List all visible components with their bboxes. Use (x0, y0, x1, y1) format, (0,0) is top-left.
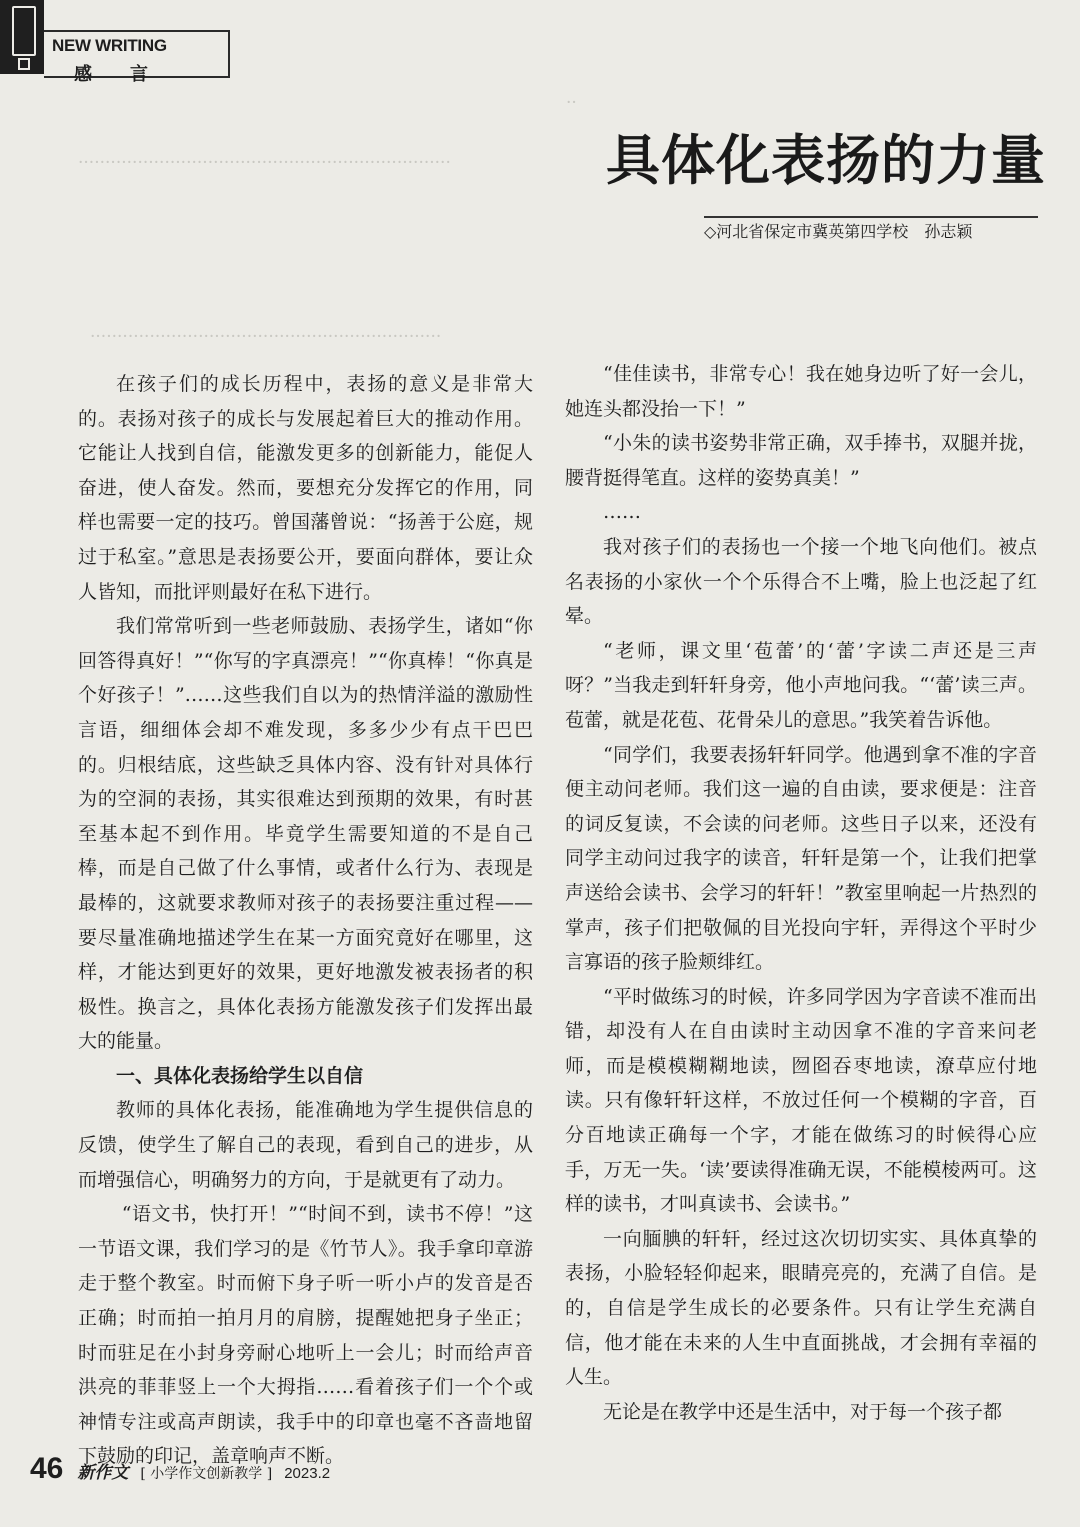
bleed-through-text: ····································································· (78, 153, 451, 173)
section-heading: 一、具体化表扬给学生以自信 (116, 1064, 364, 1087)
article-title: 具体化表扬的力量 (606, 128, 1046, 192)
paragraph: 一向腼腆的轩轩，经过这次切切实实、具体真挚的表扬，小脸轻轻仰起来，眼睛亮亮的，充满了自信。是的，自信是学生成长的必要条件。只有让学生充满自信，他才能在未来的人生中直面挑战，才会拥有幸福的人生。 (565, 1227, 1037, 1389)
right-column (565, 357, 1037, 1429)
paragraph: “老师，课文里‘苞蕾’的‘蕾’字读二声还是三声呀？”当我走到轩轩身旁，他小声地问我。“‘蕾’读三声。苞蕾，就是花苞、花骨朵儿的意思。”我笑着告诉他。 (565, 639, 1037, 731)
paragraph: “佳佳读书，非常专心！我在她身边听了好一会儿，她连头都没抬一下！” (565, 363, 1037, 420)
bleed-through-text: ·· (566, 93, 577, 113)
issue-number: 2023.2 (284, 1465, 331, 1482)
paragraph: “平时做练习的时候，许多同学因为字音读不准而出错，却没有人在自由读时主动因拿不准的字音来问老师，而是模模糊糊地读，囫囵吞枣地读，潦草应付地读。只有像轩轩这样，不放过任何一个模糊的字音，百分百地读正确每一个字，才能在做练习的时候得心应手，万无一失。‘读’要读得准确无误，不能模棱两可。这样的读书，才叫真读书、会读书。” (565, 985, 1037, 1216)
paragraph: 在孩子们的成长历程中，表扬的意义是非常大的。表扬对孩子的成长与发展起着巨大的推动作用。它能让人找到自信，能激发更多的创新能力，能促人奋进，使人奋发。然而，要想充分发挥它的作用，同样也需要一定的技巧。曾国藩曾说：“扬善于公庭，规过于私室。”意思是表扬要公开，要面向群体，要让众人皆知，而批评则最好在私下进行。 (78, 373, 533, 603)
paragraph: “同学们，我要表扬轩轩同学。他遇到拿不准的字音便主动问老师。我们这一遍的自由读，要求便是：注音的词反复读，不会读的问老师。这些日子以来，还没有同学主动问过我字的读音，轩轩是第一个，让我们把掌声送给会读书、会学习的轩轩！”教室里响起一片热烈的掌声，孩子们把敬佩的目光投向宇轩，弄得这个平时少言寡语的孩子脸颊绯红。 (565, 743, 1037, 974)
exclamation-icon (12, 6, 36, 56)
paragraph: 我们常常听到一些老师鼓励、表扬学生，诸如“你回答得真好！”“你写的字真漂亮！”“你真棒！“你真是个好孩子！”……这些我们自以为的热情洋溢的激励性言语，细细体会却不难发现，多多少少有点干巴巴的。归根结底，这些缺乏具体内容、没有针对具体行为的空洞的表扬，其实很难达到预期的效果，有时甚至基本起不到作用。毕竟学生需要知道的不是自己棒，而是自己做了什么事情，或者什么行为、表现是最棒的，这就要求教师对孩子的表扬要注重过程——要尽量准确地描述学生在某一方面究竟好在哪里，这样，才能达到更好的效果，更好地激发被表扬者的积极性。换言之，具体化表扬方能激发孩子们发挥出最大的能量。 (78, 615, 533, 1053)
paragraph: 教师的具体化表扬，能准确地为学生提供信息的反馈，使学生了解自己的表现，看到自己的进步，从而增强信心，明确努力的方向，于是就更有了动力。 (78, 1099, 533, 1191)
page-number: 46 (30, 1452, 64, 1485)
left-column (78, 367, 533, 1474)
section-label-en: NEW WRITING (52, 36, 167, 55)
ellipsis-paragraph: …… (603, 501, 641, 524)
page-footer (30, 1452, 330, 1486)
paragraph: “语文书，快打开！”“时间不到，读书不停！”这一节语文课，我们学习的是《竹节人》。我手拿印章游走于整个教室。时而俯下身子听一听小卢的发音是否正确；时而拍一拍月月的肩膀，提醒她把身子坐正；时而驻足在小封身旁耐心地听上一会儿；时而给声音洪亮的菲菲竖上一个大拇指……看着孩子们一个个或神情专注或高声朗读，我手中的印章也毫不吝啬地留下鼓励的印记，盖章响声不断。 (78, 1203, 533, 1468)
section-tab-block (0, 0, 44, 74)
byline-org: ◇河北省保定市冀英第四学校 (704, 222, 909, 241)
paragraph: 无论是在教学中还是生活中，对于每一个孩子都 (603, 1400, 1003, 1423)
byline (704, 216, 1038, 246)
magazine-name: [ 小学作文创新教学 ] (140, 1466, 273, 1482)
bleed-through-text: ································································· (90, 327, 442, 347)
magazine-logo: 新作文 (77, 1463, 129, 1483)
byline-author: 孙志颖 (924, 222, 973, 241)
paragraph: “小朱的读书姿势非常正确，双手捧书，双腿并拢，腰背挺得笔直。这样的姿势真美！” (565, 432, 1037, 489)
paragraph: 我对孩子们的表扬也一个接一个地飞向他们。被点名表扬的小家伙一个个乐得合不上嘴，脸上也泛起了红晕。 (565, 535, 1037, 628)
section-label-cn: 感言 (74, 64, 186, 85)
